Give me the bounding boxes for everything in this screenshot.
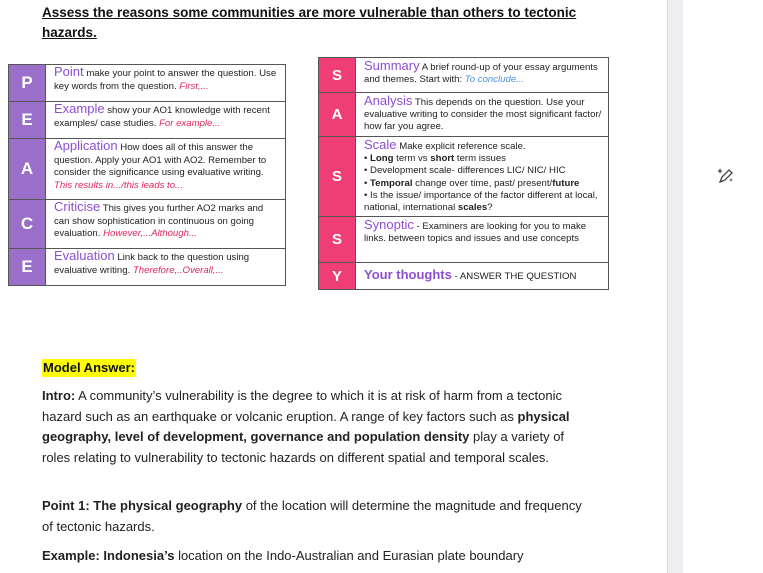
sassy-letter: S <box>319 217 356 263</box>
sassy-title: Synoptic <box>364 217 414 233</box>
sassy-title: Analysis <box>364 93 413 108</box>
peace-example: For example... <box>159 117 221 129</box>
peace-letter: P <box>9 65 46 102</box>
question-heading: Assess the reasons some communities are more vulnerable than others to tectonic hazards. <box>42 5 577 40</box>
peace-example: This results in.../this leads to... <box>54 179 184 191</box>
scrollbar-track[interactable] <box>667 0 684 573</box>
sassy-letter: S <box>319 58 356 93</box>
side-pane <box>683 0 763 573</box>
sassy-letter: A <box>319 93 356 137</box>
peace-example: Therefore,..Overall,... <box>132 264 224 276</box>
sassy-body: This depends on the question. Use your evaluative writing to consider the most significant factor/ how far you agree. <box>364 97 602 133</box>
scale-bullet: • Is the issue/ importance of the factor different at local, national, international scales? <box>364 189 598 214</box>
peace-row <box>9 200 286 249</box>
peace-body: make your point to answer the question. Use key words from the question. <box>54 68 277 92</box>
peace-letter: E <box>9 102 46 139</box>
sassy-title: Your thoughts <box>364 267 452 283</box>
peace-example: However,...Although... <box>103 228 197 239</box>
peace-title: Application <box>54 138 118 153</box>
peace-row <box>9 139 286 200</box>
example-paragraph: Example: Indonesia’s location on the Indo-Australian and Eurasian plate boundary <box>42 548 524 563</box>
peace-row <box>9 65 286 102</box>
peace-table <box>8 64 286 286</box>
peace-example: First,... <box>179 80 209 92</box>
sassy-body: A brief round-up of your essay arguments and themes. Start with: <box>364 62 598 86</box>
peace-row <box>9 102 286 139</box>
peace-title: Point <box>54 64 84 79</box>
peace-letter: E <box>9 249 46 286</box>
sassy-letter: S <box>319 137 356 217</box>
sassy-row <box>319 217 609 263</box>
sassy-row <box>319 58 609 93</box>
point-paragraph: Point 1: The physical geography of the location will determine the magnitude and frequency of tectonic hazards. <box>42 498 582 534</box>
peace-letter: A <box>9 139 46 200</box>
peace-row <box>9 249 286 286</box>
sassy-title: Scale <box>364 137 397 152</box>
peace-title: Criticise <box>54 199 101 214</box>
sassy-body: - ANSWER THE QUESTION <box>454 271 577 283</box>
intro-paragraph: Intro: A community’s vulnerability is the degree to which it is at risk of harm from a tectonic hazard such as an earthquake or volcanic eruption. A range of key factors such as physical geography, level of development, governance and population density play a variety of roles relating to vulnerability to tectonic hazards on different spatial and temporal scales. <box>42 388 570 465</box>
model-answer-label: Model Answer: <box>43 360 135 375</box>
scale-bullet: • Development scale- differences LIC/ NIC/ HIC <box>364 165 566 177</box>
sassy-table <box>318 57 609 290</box>
sassy-body: Make explicit reference scale. <box>399 141 526 152</box>
sassy-row <box>319 137 609 217</box>
ai-pen-icon[interactable] <box>716 166 736 186</box>
peace-title: Evaluation <box>54 248 115 263</box>
peace-body: How does all of this answer the question. Apply your AO1 with AO2. Remember to consider the significance using evaluative writing. <box>54 142 267 178</box>
scale-bullet: • Long term vs short term issues <box>364 153 506 165</box>
sassy-title: Summary <box>364 58 420 73</box>
peace-title: Example <box>54 101 105 116</box>
scale-bullet: • Temporal change over time, past/ present/future <box>364 177 580 189</box>
sassy-body: - Examiners are looking for you to make links. between topics and issues and use concepts <box>364 221 587 245</box>
sassy-letter: Y <box>319 263 356 290</box>
sassy-example: To conclude... <box>464 74 525 86</box>
sassy-row <box>319 263 609 290</box>
sassy-row <box>319 93 609 137</box>
peace-body: Link back to the question using evaluative writing. <box>54 252 250 276</box>
peace-body: show your AO1 knowledge with recent examples/ case studies. <box>54 105 270 129</box>
peace-body: This gives you further AO2 marks and can show sophistication in continuous on going evaluation. <box>54 203 264 239</box>
peace-letter: C <box>9 200 46 249</box>
